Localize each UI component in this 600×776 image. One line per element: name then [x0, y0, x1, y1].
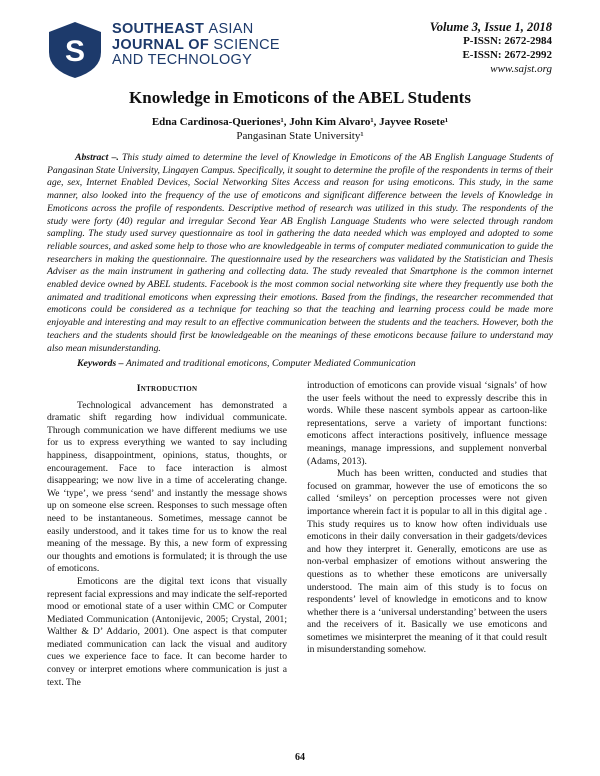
keywords-text: Animated and traditional emoticons, Computer Mediated Communication — [125, 358, 416, 369]
page-number: 64 — [295, 752, 305, 763]
paper-title: Knowledge in Emoticons of the ABEL Students — [129, 88, 471, 107]
journal-name-line2b: SCIENCE — [213, 36, 280, 53]
keywords — [77, 358, 557, 369]
left-column — [47, 380, 287, 689]
logo-letter: S — [64, 35, 86, 68]
paragraph: Technological advancement has demonstrated a dramatic shift regarding how individual communicate. Through communication we have different mediums we use for us to express everything we wanted to say including happiness, disappointment, opinions, status, thoughts, or encouragement. Face to face interaction is almost disappearing; we now live in a time of accelerating change. We ‘type’, we press ‘send’ and instantly the message shows up on someone else screen. Responses to such message often need to be instantaneous. Sometimes, message cannot be easily understood, and it takes time for us to know the real meaning of the message. By this, a new form of expressing our thoughts and emotions is formulated; it is through the use of emoticons. — [47, 399, 287, 575]
journal-name-line3: AND TECHNOLOGY — [112, 52, 253, 68]
paragraph: introduction of emoticons can provide visual ‘signals’ of how the user feels without the need to expressly describe this in words. While these nascent symbols appear as cartoon-like representations, serve a variety of important functions: emoticons affect interactions positively, influence message meanings, manage impressions, and supplement nonverbal (Adams, 2013). — [307, 380, 547, 467]
p-issn: P-ISSN: 2672-2984 — [463, 35, 552, 47]
issue-info — [430, 20, 552, 76]
journal-name-line2: JOURNAL OF — [112, 36, 209, 53]
paragraph: Much has been written, conducted and studies that focused on grammar, however the use of emoticons the so called ‘smileys’ on perception processes were not given importance wherein fact it is popular to all in this digital age . This study requires us to know how often individuals use emoticons in their daily conversation in their gadgets/devices and how they interpret it. Generally, emoticons are use as non-verbal emphasizer of emotions without answering the questions as to whether these emoticons are universally understood. The main aim of this study is to focus on respondents’ level of knowledge in emoticons and to know whether there is a ‘universal understanding’ between the users and the receivers of it. Basically we use emoticons and sometimes we misinterpret the meaning of it that could result in misunderstanding somehow. — [307, 468, 547, 656]
author-affiliation: Pangasinan State University¹ — [236, 130, 364, 142]
keywords-label: Keywords – — [77, 358, 124, 369]
journal-name-line1b: ASIAN — [208, 21, 254, 37]
abstract-label: Abstract –. — [75, 152, 119, 163]
journal-name — [112, 22, 280, 69]
journal-website[interactable]: www.sajst.org — [490, 63, 552, 75]
e-issn: E-ISSN: 2672-2992 — [462, 49, 552, 61]
right-column — [307, 380, 547, 657]
abstract-text: This study aimed to determine the level of Knowledge in Emoticons of the AB English Language Students of Pangasinan State University, Lingayen Campus. Specifically, it sought to determine the profile of the respondents in terms of their age, sex, Internet Enabled Devices, Social Networking Sites Access and reason for using emoticons. This study, in the same manner, also looked into the frequency of the use of emoticons and significant difference between the levels of Knowledge in Emoticons across the profile of respondents. Descriptive method of research was utilized in this study. The respondents of the study were forty (40) regular and irregular Second Year AB English Language Students who were selected through random sampling. The study used survey questionnaire as tool in gathering the data needed which was employed and adopted to some reliable sources, and asked some help to those who are knowledgeable in terms of computer mediated communication to guide the researchers in making the questionnaire. The questionnaire used by the researchers was validated by the Statistician and Thesis Adviser as the main instrument in gathering and collecting data. The study revealed that Smartphone is the common internet enabled device owned by ABEL students. Facebook is the most common social networking site where they frequently use both the animated and traditional emoticons when expressing their emotions. Based from the findings, the researcher recommended that emoticons could be considered as a technique for teaching so that the teaching and learning process could be made more enjoyable and interesting and may result to an effective communication between the students and the teachers. However, both the teachers and the students should first be knowledgeable on the meanings of these emoticons because failure to understand may also mean misunderstanding. — [47, 152, 553, 354]
journal-logo — [45, 20, 105, 80]
abstract — [47, 152, 553, 355]
paragraph: Emoticons are the digital text icons that visually represent facial expressions and may indicate the self-reported mood or emotional state of a user within CMC or Computer Mediated Communication (Antonijevic, 2005; Crystal, 2001; Walther & D’ Addario, 2001). One aspect is that computer mediated communication can lack the visual and auditory cues we experience face to face. It can become harder to convey or interpret emotions where communication is just a text. The — [47, 575, 287, 688]
paper-authors: Edna Cardinosa-Queriones¹, John Kim Alvaro¹, Jayvee Rosete¹ — [151, 116, 449, 128]
volume-issue: Volume 3, Issue 1, 2018 — [429, 20, 552, 34]
journal-name-line1: SOUTHEAST — [112, 21, 205, 37]
section-heading-introduction: Introduction — [136, 383, 198, 394]
